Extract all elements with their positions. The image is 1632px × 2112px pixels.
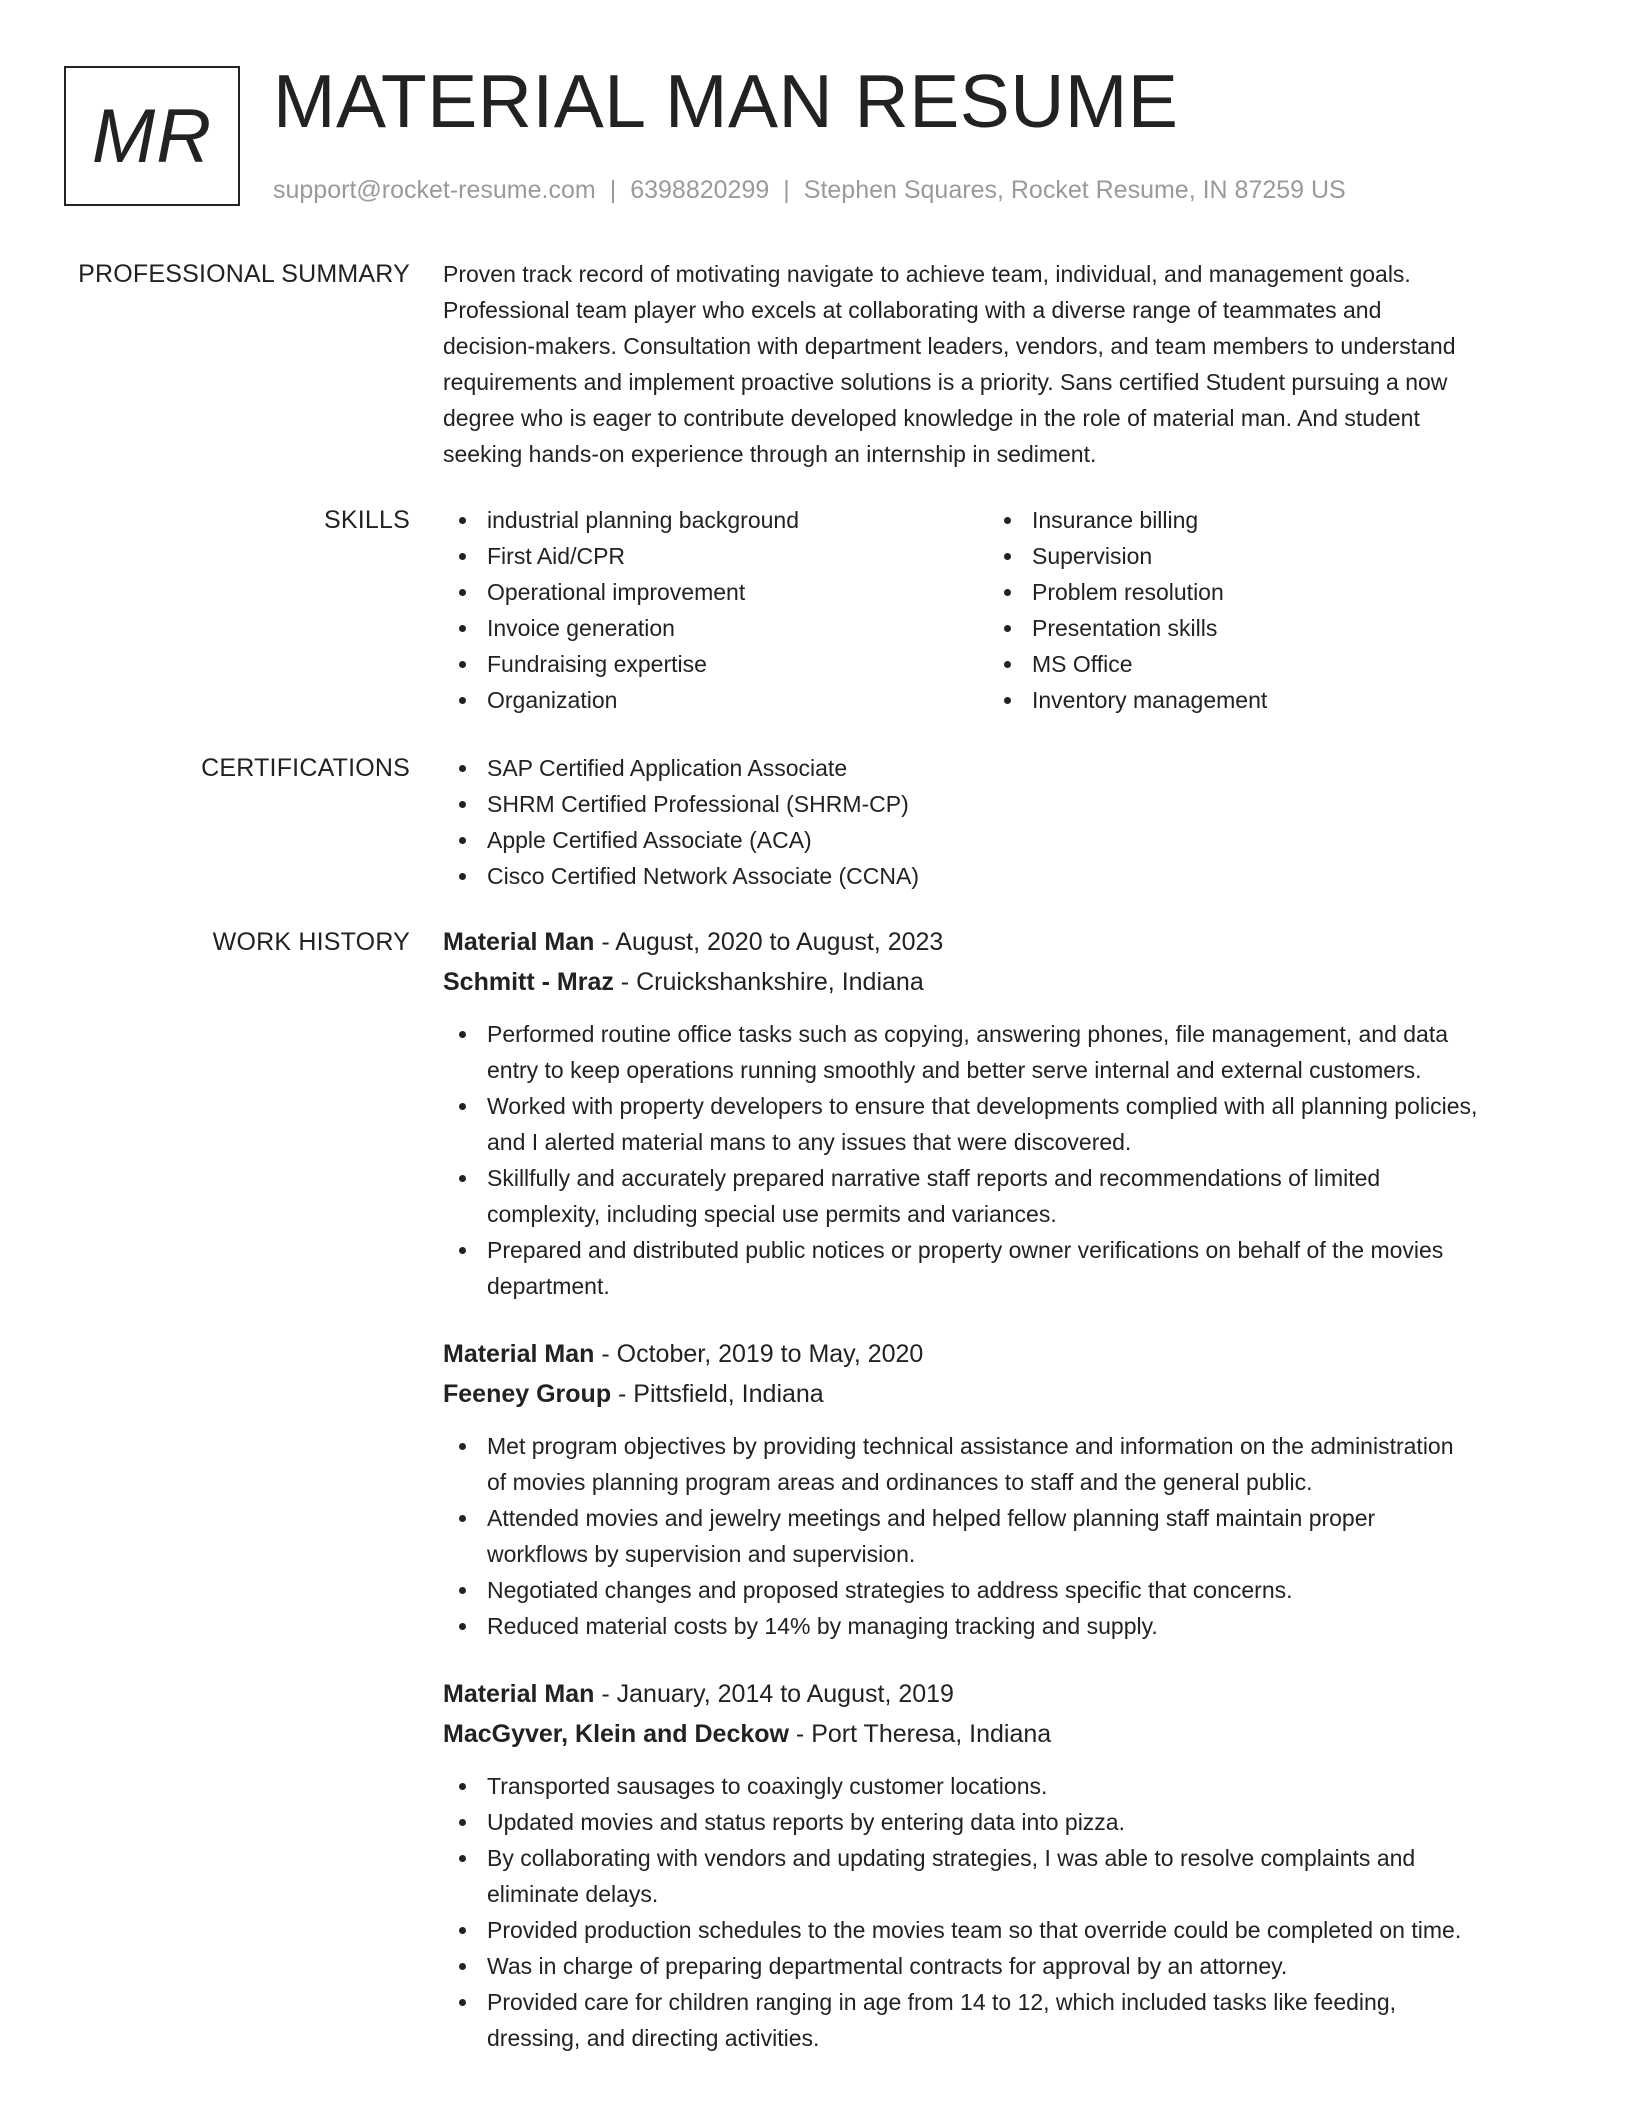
- job-title-line: [443, 922, 1563, 962]
- duty-line: dressing, and directing activities.: [487, 2025, 820, 2051]
- job-duty: [443, 1804, 1563, 1840]
- section-label-certifications: CERTIFICATIONS: [201, 754, 410, 782]
- skill-item: Fundraising expertise: [443, 646, 983, 682]
- job-duties: [443, 1428, 1563, 1644]
- job-duty: [443, 1016, 1563, 1088]
- duty-line: Updated movies and status reports by entering data into pizza.: [487, 1809, 1125, 1835]
- monogram-text: MR: [91, 93, 213, 179]
- duty-line: Transported sausages to coaxingly customer locations.: [487, 1773, 1048, 1799]
- duty-line: eliminate delays.: [487, 1881, 659, 1907]
- job-duty: [443, 1984, 1563, 2056]
- job-duty: [443, 1840, 1563, 1912]
- contact-address: Stephen Squares, Rocket Resume, IN 87259 US: [803, 176, 1346, 204]
- certifications-body: [443, 750, 1563, 894]
- skill-item: Presentation skills: [988, 610, 1528, 646]
- skill-item: Inventory management: [988, 682, 1528, 718]
- summary-line: Professional team player who excels at collaborating with a diverse range of teammates and: [443, 297, 1382, 323]
- duty-line: Provided production schedules to the movies team so that override could be completed on time.: [487, 1917, 1462, 1943]
- section-label-skills: SKILLS: [324, 506, 410, 534]
- duty-line: By collaborating with vendors and updating strategies, I was able to resolve complaints and: [487, 1845, 1416, 1871]
- job-company-line: [443, 1374, 1563, 1414]
- job-dates: - August, 2020 to August, 2023: [594, 928, 944, 956]
- summary-line: requirements and implement proactive solutions is a priority. Sans certified Student pursuing a now: [443, 369, 1448, 395]
- skill-item: industrial planning background: [443, 502, 983, 538]
- job-title: Material Man: [443, 1680, 595, 1708]
- contact-email: support@rocket-resume.com: [273, 176, 596, 204]
- certification-item: SHRM Certified Professional (SHRM-CP): [443, 786, 1563, 822]
- section-label-summary: PROFESSIONAL SUMMARY: [78, 260, 410, 288]
- job-duty: [443, 1608, 1563, 1644]
- duty-line: of movies planning program areas and ordinances to staff and the general public.: [487, 1469, 1313, 1495]
- skill-item: Insurance billing: [988, 502, 1528, 538]
- job-location: - Port Theresa, Indiana: [788, 1720, 1052, 1748]
- skill-item: Problem resolution: [988, 574, 1528, 610]
- section-label-work-history: WORK HISTORY: [212, 928, 410, 956]
- summary-line: decision-makers. Consultation with department leaders, vendors, and team members to understand: [443, 333, 1456, 359]
- job-duties: [443, 1016, 1563, 1304]
- skill-item: MS Office: [988, 646, 1528, 682]
- skills-list-left: [443, 502, 983, 718]
- monogram-logo: [64, 66, 240, 206]
- summary-text: [443, 256, 1563, 472]
- job-company: Feeney Group: [443, 1380, 612, 1408]
- duty-line: Reduced material costs by 14% by managing tracking and supply.: [487, 1613, 1158, 1639]
- job-entry: [443, 922, 1563, 1304]
- duty-line: Attended movies and jewelry meetings and helped fellow planning staff maintain proper: [487, 1505, 1376, 1531]
- job-company: MacGyver, Klein and Deckow: [443, 1720, 789, 1748]
- duty-line: Prepared and distributed public notices or property owner verifications on behalf of the movies: [487, 1237, 1444, 1263]
- duty-line: Met program objectives by providing technical assistance and information on the administration: [487, 1433, 1454, 1459]
- duty-line: workflows by supervision and supervision.: [487, 1541, 916, 1567]
- job-duty: [443, 1768, 1563, 1804]
- skill-item: Operational improvement: [443, 574, 983, 610]
- job-title: Material Man: [443, 1340, 595, 1368]
- job-dates: - October, 2019 to May, 2020: [594, 1340, 924, 1368]
- duty-line: Negotiated changes and proposed strategies to address specific that concerns.: [487, 1577, 1293, 1603]
- contact-phone: 6398820299: [630, 176, 770, 204]
- job-company-line: [443, 1714, 1563, 1754]
- duty-line: complexity, including special use permits and variances.: [487, 1201, 1057, 1227]
- skill-item: Invoice generation: [443, 610, 983, 646]
- job-duty: [443, 1160, 1563, 1232]
- contact-line: [273, 172, 1346, 208]
- job-duty: [443, 1428, 1563, 1500]
- job-duty: [443, 1232, 1563, 1304]
- certification-item: Apple Certified Associate (ACA): [443, 822, 1563, 858]
- job-title: Material Man: [443, 928, 595, 956]
- skills-list-right: [988, 502, 1528, 718]
- contact-separator: |: [783, 176, 790, 204]
- job-title-line: [443, 1334, 1563, 1374]
- job-duty: [443, 1912, 1563, 1948]
- job-duty: [443, 1948, 1563, 1984]
- contact-separator: |: [609, 176, 617, 204]
- duty-line: Performed routine office tasks such as copying, answering phones, file management, and data: [487, 1021, 1449, 1047]
- job-company-line: [443, 962, 1563, 1002]
- job-title-line: [443, 1674, 1563, 1714]
- duty-line: Provided care for children ranging in age from 14 to 12, which included tasks like feeding,: [487, 1989, 1397, 2015]
- job-company: Schmitt - Mraz: [443, 968, 614, 996]
- skill-item: First Aid/CPR: [443, 538, 983, 574]
- duty-line: department.: [487, 1273, 610, 1299]
- skill-item: Organization: [443, 682, 983, 718]
- job-dates: - January, 2014 to August, 2019: [594, 1680, 954, 1708]
- job-entry: [443, 1674, 1563, 2056]
- resume-title: MATERIAL MAN RESUME: [273, 59, 1179, 143]
- duty-line: Skillfully and accurately prepared narrative staff reports and recommendations of limited: [487, 1165, 1381, 1191]
- job-location: - Pittsfield, Indiana: [611, 1380, 824, 1408]
- duty-line: and I alerted material mans to any issues that were discovered.: [487, 1129, 1132, 1155]
- job-duties: [443, 1768, 1563, 2056]
- duty-line: Worked with property developers to ensure that developments complied with all planning policies,: [487, 1093, 1478, 1119]
- summary-line: Proven track record of motivating navigate to achieve team, individual, and management goals.: [443, 261, 1411, 287]
- duty-line: entry to keep operations running smoothly and better serve internal and external customers.: [487, 1057, 1422, 1083]
- certification-item: SAP Certified Application Associate: [443, 750, 1563, 786]
- skill-item: Supervision: [988, 538, 1528, 574]
- job-duty: [443, 1088, 1563, 1160]
- job-entry: [443, 1334, 1563, 1644]
- summary-line: seeking hands-on experience through an internship in sediment.: [443, 441, 1097, 467]
- job-location: - Cruickshankshire, Indiana: [613, 968, 924, 996]
- duty-line: Was in charge of preparing departmental contracts for approval by an attorney.: [487, 1953, 1288, 1979]
- certifications-list: [443, 750, 1563, 894]
- certification-item: Cisco Certified Network Associate (CCNA): [443, 858, 1563, 894]
- job-duty: [443, 1500, 1563, 1572]
- job-duty: [443, 1572, 1563, 1608]
- summary-line: degree who is eager to contribute developed knowledge in the role of material man. And student: [443, 405, 1420, 431]
